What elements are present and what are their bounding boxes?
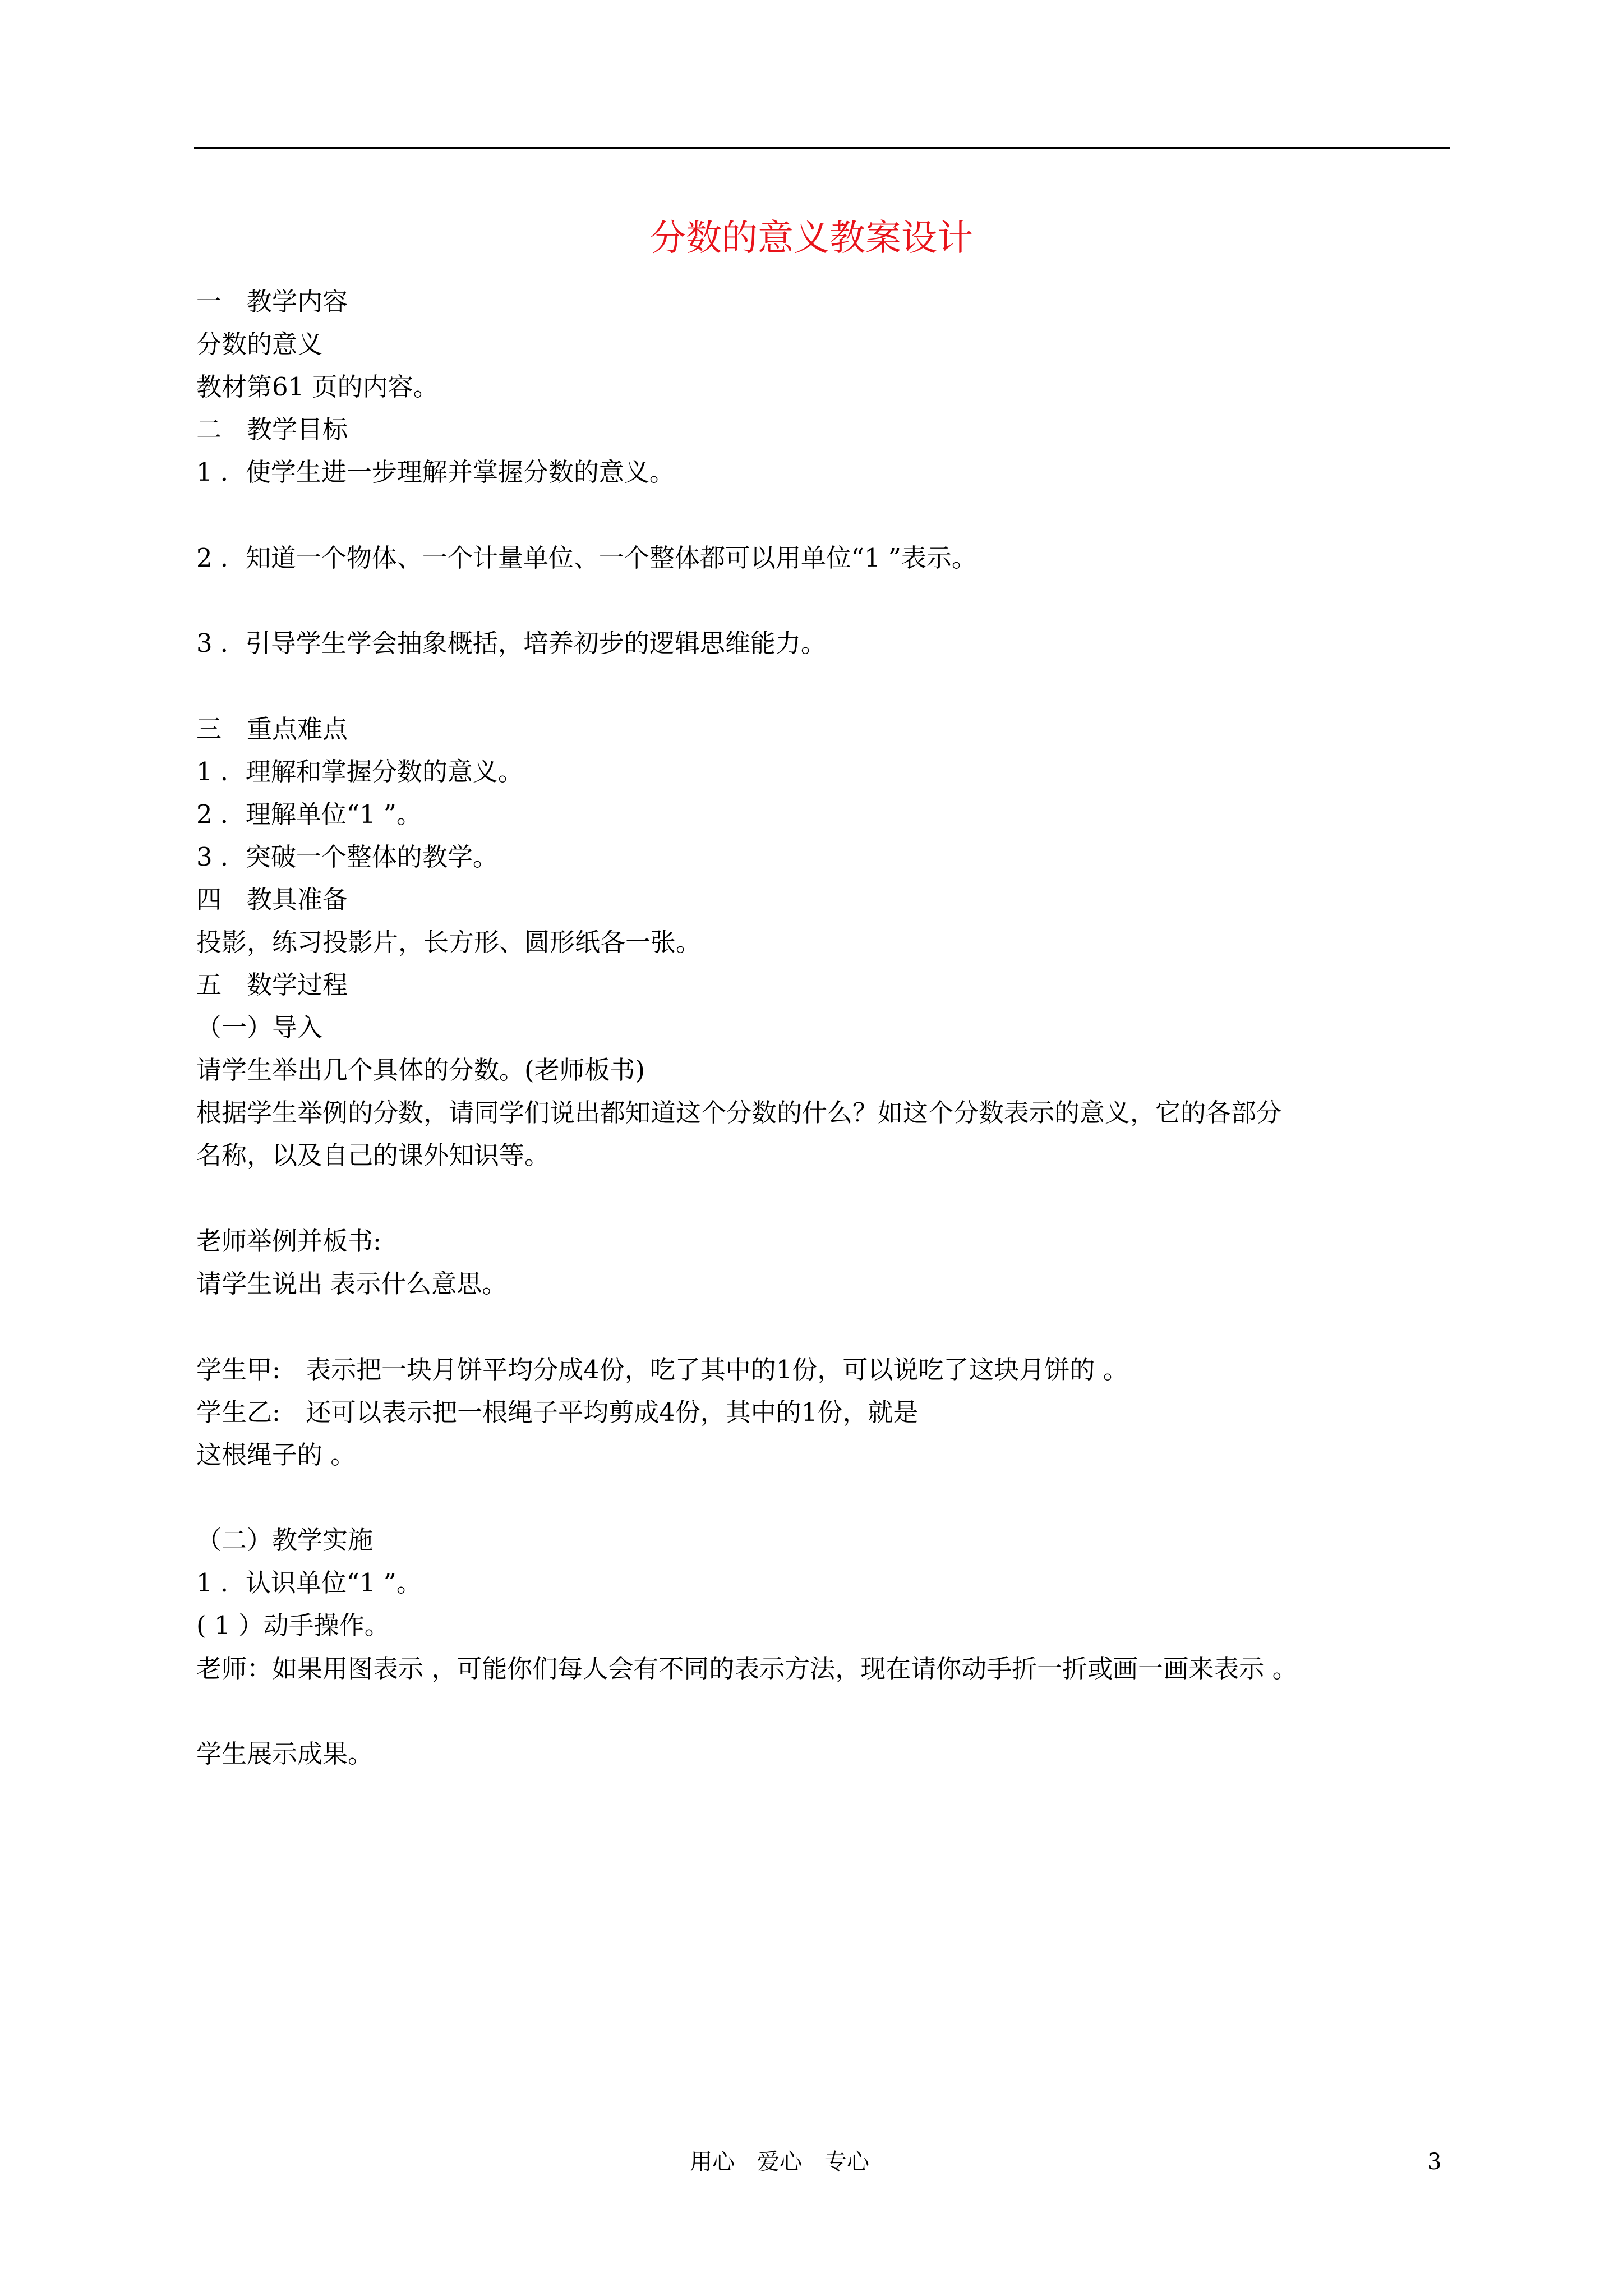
text-line: 老师：如果用图表示 ，可能你们每人会有不同的表示方法，现在请你动手折一折或画一画来表示 。	[196, 1654, 1298, 1683]
section-heading: 五 数学过程	[196, 970, 348, 1000]
list-item: 2 ．理解单位“1 ”。	[196, 799, 422, 829]
list-item: ( 1 ）动手操作。	[196, 1611, 390, 1640]
text-line: 学生甲: 表示把一块月饼平均分成4份，吃了其中的1份，可以说吃了这块月饼的 。	[196, 1355, 1128, 1384]
text-line: 学生展示成果。	[196, 1739, 374, 1769]
text-line: 根据学生举例的分数，请同学们说出都知道这个分数的什么？如这个分数表示的意义，它的各部分	[196, 1098, 1282, 1128]
subsection-heading: （二）教学实施	[196, 1525, 374, 1555]
list-item: 1 ．认识单位“1 ”。	[196, 1568, 422, 1598]
text-line: 教材第61 页的内容。	[196, 372, 439, 402]
text-line: 名称，以及自己的课外知识等。	[196, 1140, 550, 1170]
text-line: 老师举例并板书:	[196, 1226, 382, 1256]
list-item: 1 ．使学生进一步理解并掌握分数的意义。	[196, 457, 675, 487]
section-heading: 三 重点难点	[196, 714, 348, 744]
section-heading: 四 教具准备	[196, 885, 348, 914]
section-heading: 一 教学内容	[196, 287, 348, 316]
header-rule	[194, 147, 1450, 149]
list-item: 1 ．理解和掌握分数的意义。	[196, 757, 523, 786]
text-line: 请学生说出 表示什么意思。	[196, 1269, 508, 1299]
document-title: 分数的意义教案设计	[650, 218, 973, 259]
section-heading: 二 教学目标	[196, 415, 348, 444]
page-footer: 用心 爱心 专心	[690, 2149, 869, 2175]
list-item: 3 ．突破一个整体的教学。	[196, 842, 498, 872]
text-line: 这根绳子的 。	[196, 1440, 356, 1470]
list-item: 3 ．引导学生学会抽象概括，培养初步的逻辑思维能力。	[196, 628, 826, 658]
text-line: 学生乙: 还可以表示把一根绳子平均剪成4份，其中的1份，就是	[196, 1397, 919, 1427]
text-line: 请学生举出几个具体的分数。(老师板书)	[196, 1055, 645, 1085]
page-number: 3	[1427, 2149, 1442, 2175]
subsection-heading: （一）导入	[196, 1013, 323, 1042]
text-line: 分数的意义	[196, 329, 323, 359]
list-item: 2 ．知道一个物体、一个计量单位、一个整体都可以用单位“1 ”表示。	[196, 543, 977, 573]
text-line: 投影，练习投影片，长方形、圆形纸各一张。	[196, 927, 702, 957]
